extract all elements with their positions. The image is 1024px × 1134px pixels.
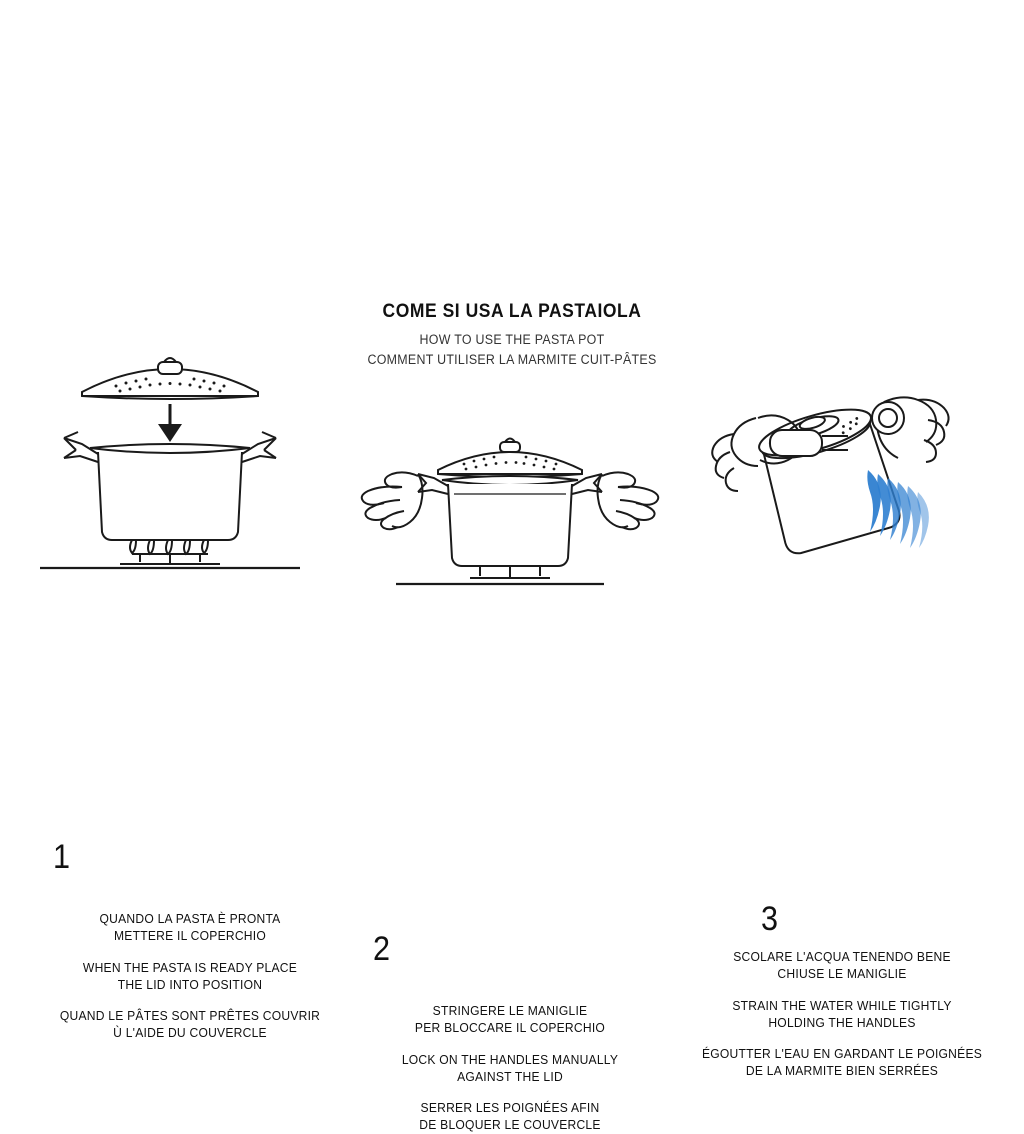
step-3-captions (672, 948, 1012, 1080)
caption-it: STRINGERE LE MANIGLIE PER BLOCCARE IL COPERCHIO (414, 1003, 606, 1036)
left-hand-icon (362, 472, 423, 529)
down-arrow-icon (158, 404, 182, 442)
stove-burner-icon (396, 566, 604, 584)
pot-icon (90, 444, 250, 540)
right-hand-icon (598, 472, 659, 529)
lid-icon (438, 439, 582, 478)
caption-fr: QUAND LE PÂTES SONT PRÊTES COUVRIR Ù L'AIDE DU COUVERCLE (59, 1008, 321, 1041)
lid-icon (82, 358, 258, 399)
step-1 (20, 340, 360, 1041)
step-3-illustration (672, 378, 972, 608)
caption-fr: SERRER LES POIGNÉES AFIN DE BLOQUER LE COUVERCLE (419, 1100, 601, 1133)
subtitle-english: HOW TO USE THE PASTA POT (419, 331, 605, 347)
step-3 (672, 378, 1012, 1079)
step-2-captions (340, 1002, 680, 1134)
subtitle-french: COMMENT UTILISER LA MARMITE CUIT-PÂTES (367, 351, 657, 367)
caption-fr: ÉGOUTTER L'EAU EN GARDANT LE POIGNÉES DE LA MARMITE BIEN SERRÉES (701, 1046, 983, 1079)
page-title: COME SI USA LA PASTAIOLA (382, 301, 642, 322)
step-1-illustration (20, 340, 320, 600)
caption-it: SCOLARE L'ACQUA TENENDO BENE CHIUSE LE MANIGLIE (733, 949, 951, 982)
step-2-illustration (330, 390, 690, 640)
caption-it: QUANDO LA PASTA È PRONTA METTERE IL COPERCHIO (99, 911, 281, 944)
step-2 (330, 390, 690, 1133)
flame-icon (130, 540, 208, 554)
step-1-number: 1 (52, 838, 70, 876)
pot-icon (442, 476, 578, 566)
water-stream-icon (867, 470, 929, 548)
step-3-number: 3 (760, 900, 778, 938)
caption-en: WHEN THE PASTA IS READY PLACE THE LID INTO POSITION (82, 959, 298, 992)
lid-knob-icon (872, 402, 904, 434)
step-1-captions (20, 910, 360, 1042)
caption-en: STRAIN THE WATER WHILE TIGHTLY HOLDING THE HANDLES (732, 997, 952, 1030)
stove-burner-icon (40, 554, 300, 568)
caption-en: LOCK ON THE HANDLES MANUALLY AGAINST THE LID (401, 1051, 619, 1084)
header (312, 300, 712, 369)
step-2-number: 2 (372, 930, 390, 968)
